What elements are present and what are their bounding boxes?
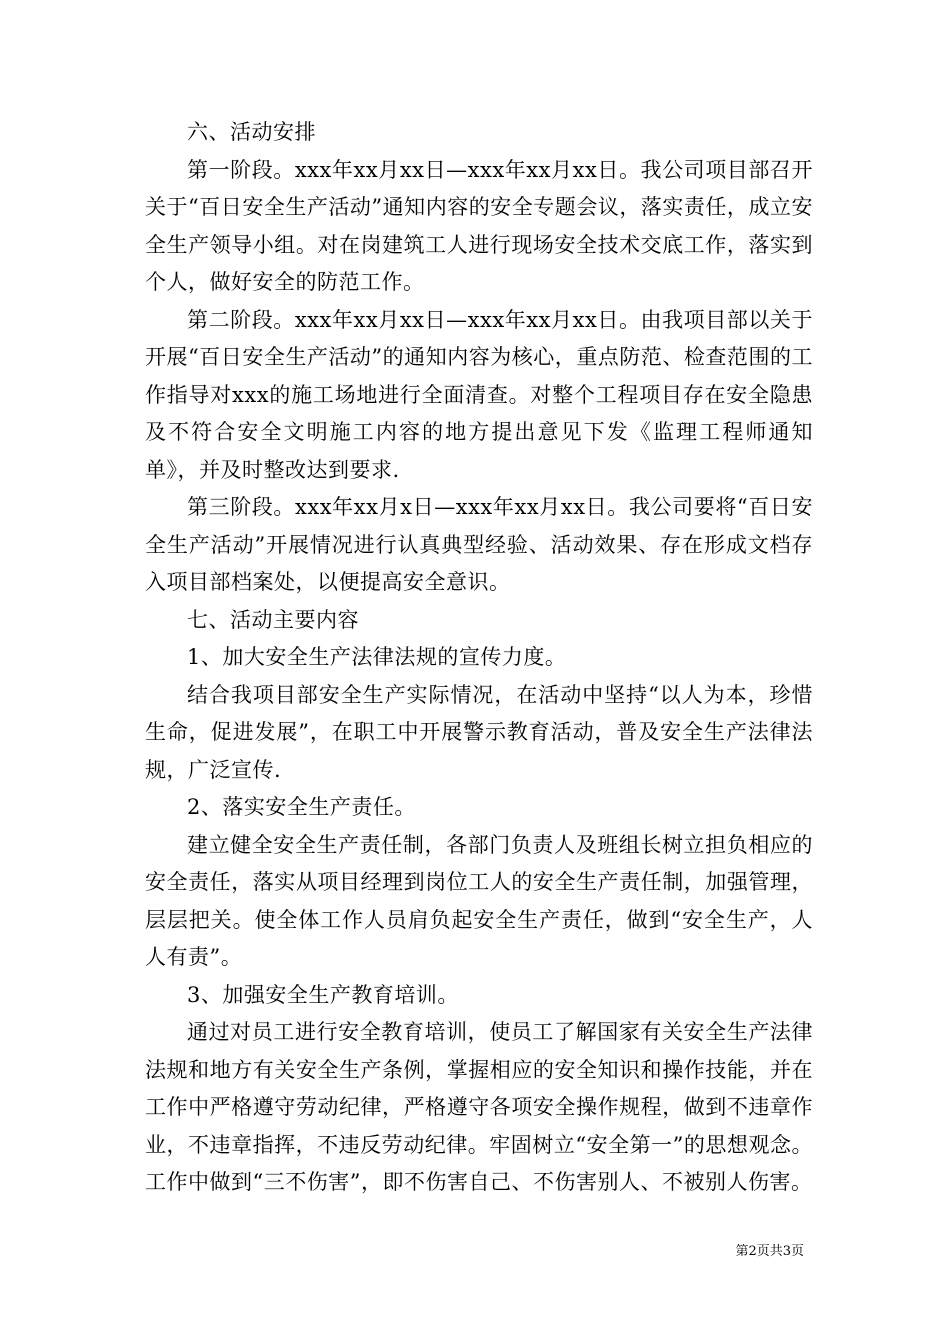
paragraph-training: 通过对员工进行安全教育培训，使员工了解国家有关安全生产法律法规和地方有关安全生产条例，掌握相应的安全知识和操作技能，并在工作中严格遵守劳动纪律，严格遵守各项安全操作规程，做到不违章作业，不违章指挥，不违反劳动纪律。牢固树立“安全第一”的思想观念。工作中做到“三不伤害”，即不伤害自己、不伤害别人、不被别人伤害。: [145, 1020, 813, 1194]
subheading-publicity: 1、加大安全生产法律法规的宣传力度。: [187, 645, 567, 669]
subheading-responsibility: 2、落实安全生产责任。: [187, 795, 416, 819]
page-number: 第2页共3页: [735, 1244, 804, 1259]
paragraph-publicity: 结合我项目部安全生产实际情况，在活动中坚持“以人为本，珍惜生命，促进发展”，在职工中开展警示教育活动，普及安全生产法律法规，广泛宣传.: [145, 682, 813, 782]
paragraph-responsibility: 建立健全安全生产责任制，各部门负责人及班组长树立担负相应的安全责任，落实从项目经理到岗位工人的安全生产责任制，加强管理，层层把关。使全体工作人员肩负起安全生产责任，做到“安全生产，人人有责”。: [145, 832, 813, 969]
paragraph-phase-three: 第三阶段。xxx年xx月x日—xxx年xx月xx日。我公司要将“百日安全生产活动”开展情况进行认真典型经验、活动效果、存在形成文档存入项目部档案处，以便提高安全意识。: [145, 495, 813, 594]
paragraph-phase-two: 第二阶段。xxx年xx月xx日—xxx年xx月xx日。由我项目部以关于开展“百日安全生产活动”的通知内容为核心，重点防范、检查范围的工作指导对xxx的施工场地进行全面清查。对整个工程项目存在安全隐患及不符合安全文明施工内容的地方提出意见下发《监理工程师通知单》，并及时整改达到要求.: [145, 307, 813, 482]
subheading-training: 3、加强安全生产教育培训。: [187, 982, 459, 1007]
section-heading-main-content: 七、活动主要内容: [187, 607, 359, 632]
section-heading-activity-arrangement: 六、活动安排: [187, 120, 316, 144]
document-body: [145, 114, 813, 1202]
paragraph-phase-one: 第一阶段。xxx年xx月xx日—xxx年xx月xx日。我公司项目部召开关于“百日安全生产活动”通知内容的安全专题会议，落实责任，成立安全生产领导小组。对在岗建筑工人进行现场安全技术交底工作，落实到个人，做好安全的防范工作。: [145, 157, 813, 294]
